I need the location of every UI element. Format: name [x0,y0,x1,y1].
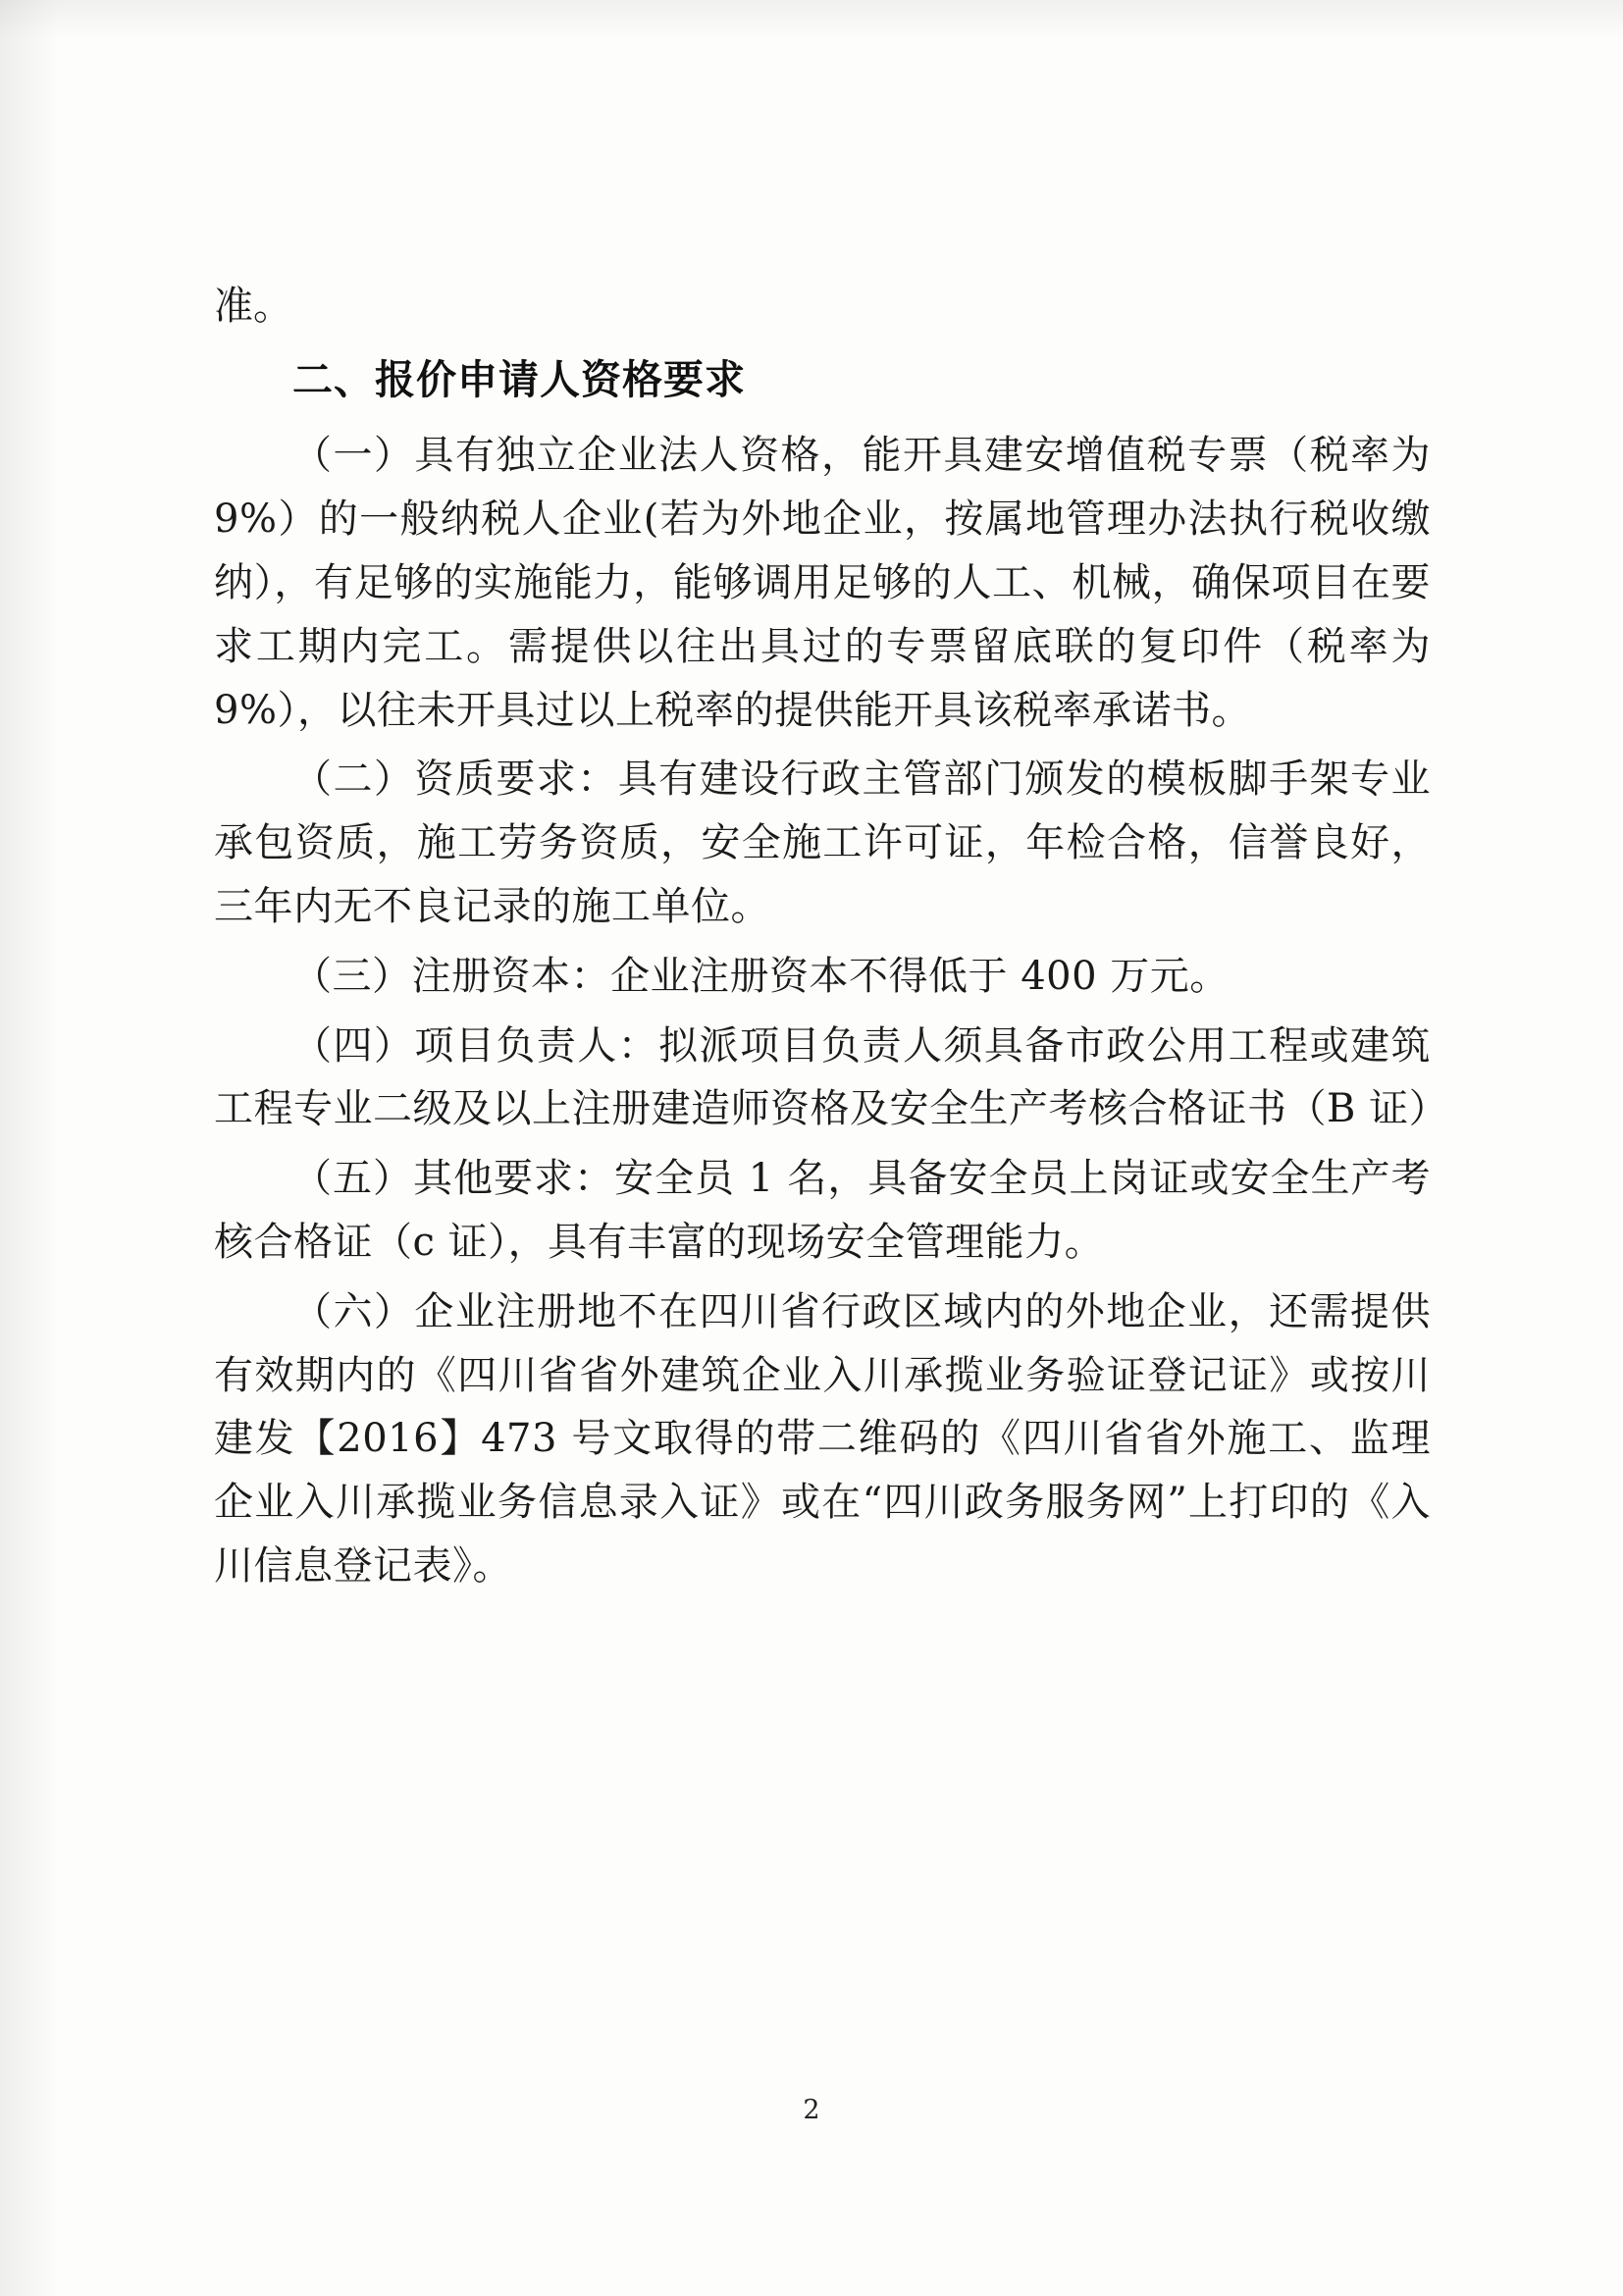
page-edge-shadow-left [0,0,59,2296]
clause-paragraph-1: （一）具有独立企业法人资格，能开具建安增值税专票（税率为 9%）的一般纳税人企业(若为外地企业，按属地管理办法执行税收缴纳），有足够的实施能力，能够调用足够的人工、机械，确保项目在要求工期内完工。需提供以往出具过的专票留底联的复印件（税率为 9%），以往未开具过以上税率的提供能开具该税率承诺书。 [214,433,1431,733]
document-body [214,275,1449,1604]
clause-paragraph-6: （六）企业注册地不在四川省行政区域内的外地企业，还需提供有效期内的《四川省省外建筑企业入川承揽业务验证登记证》或按川建发【2016】473 号文取得的带二维码的《四川省省外施工、监理企业入川承揽业务信息录入证》或在“四川政务服务网”上打印的《入川信息登记表》。 [214,1288,1431,1589]
page-edge-shadow-top [0,0,1623,39]
continued-text: 准。 [214,284,292,329]
page-number: 2 [803,2095,820,2125]
clause-paragraph-2: （二）资质要求：具有建设行政主管部门颁发的模板脚手架专业承包资质，施工劳务资质，安全施工许可证，年检合格，信誉良好，三年内无不良记录的施工单位。 [214,757,1431,929]
clause-paragraph-4: （四）项目负责人：拟派项目负责人须具备市政公用工程或建筑工程专业二级及以上注册建造师资格及安全生产考核合格证书（B 证） [214,1022,1449,1132]
clause-paragraph-5: （五）其他要求：安全员 1 名，具备安全员上岗证或安全生产考核合格证（c 证），具有丰富的现场安全管理能力。 [214,1156,1431,1265]
section-heading: 二、报价申请人资格要求 [292,355,746,403]
clause-paragraph-3: （三）注册资本：企业注册资本不得低于 400 万元。 [292,953,1230,999]
